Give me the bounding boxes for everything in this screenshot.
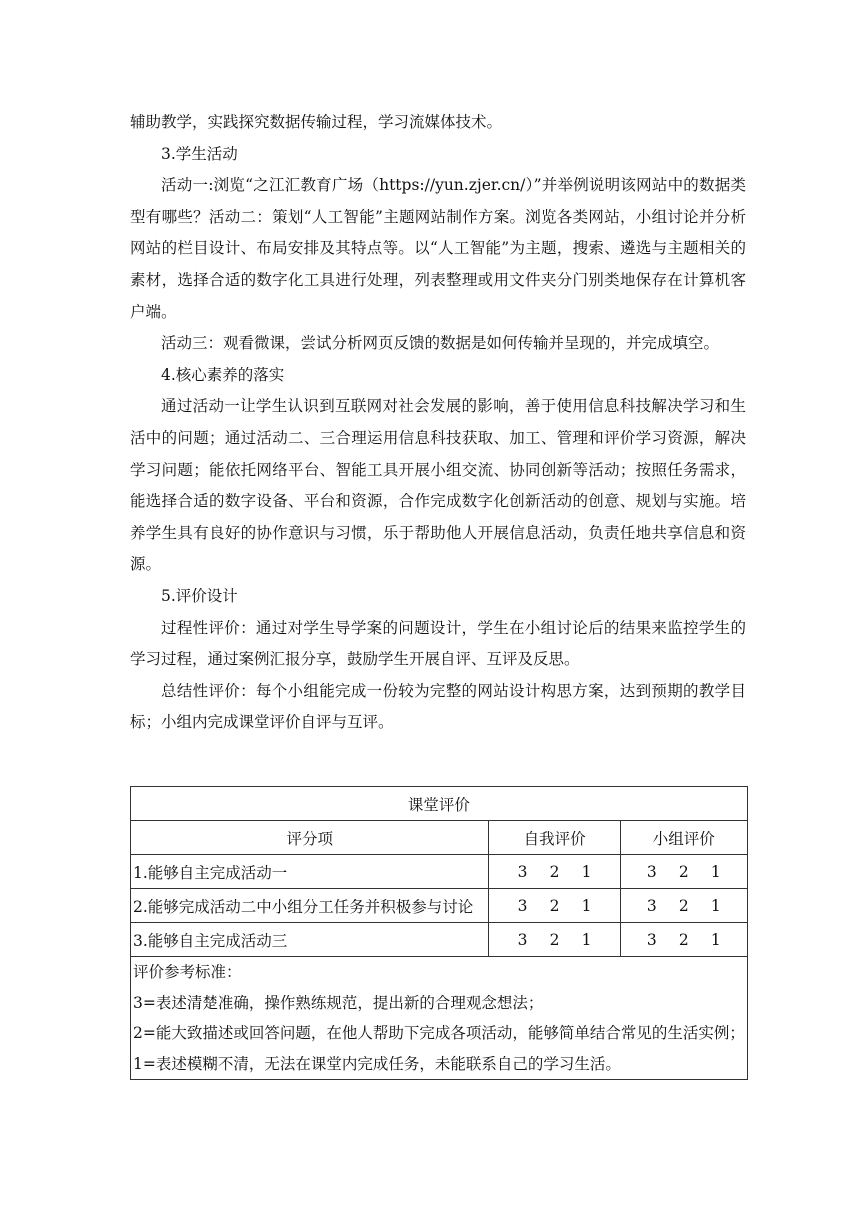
paragraph: 活动三：观看微课，尝试分析网页反馈的数据是如何传输并呈现的，并完成填空。 xyxy=(161,334,720,353)
score: 1 xyxy=(581,896,592,915)
score: 3 xyxy=(646,862,657,881)
score: 2 xyxy=(549,896,560,915)
score: 1 xyxy=(581,862,592,881)
score: 1 xyxy=(710,896,721,915)
paragraph: 通过活动一让学生认识到互联网对社会发展的影响，善于使用信息科技解决学习和生活中的问题；通过活动二、三合理运用信息科技获取、加工、管理和评价学习资源，解决学习问题；能依托网络平台、智能工具开展小组交流、协同创新等活动；按照任务需求，能选择合适的数字设备、平台和资源，合作完成数字化创新活动的创意、规划与实施。培养学生具有良好的协作意识与习惯，乐于帮助他人开展信息活动，负责任地共享信息和资源。 xyxy=(130,397,746,574)
paragraph: 过程性评价：通过对学生导学案的问题设计，学生在小组讨论后的结果来监控学生的学习过程，通过案例汇报分享，鼓励学生开展自评、互评及反思。 xyxy=(130,618,746,669)
score: 3 xyxy=(517,862,528,881)
group-scores xyxy=(620,923,747,957)
header-item: 评分项 xyxy=(131,821,489,855)
evaluation-table xyxy=(130,786,748,1080)
criteria-line: 1=表述模糊不清，无法在课堂内完成任务，未能联系自己的学习生活。 xyxy=(133,1054,621,1073)
table-row xyxy=(131,889,748,923)
score: 3 xyxy=(517,930,528,949)
criteria-heading: 评价参考标准： xyxy=(133,963,242,981)
table-title: 课堂评价 xyxy=(131,787,748,821)
paragraph: 活动一:浏览“之江汇教育广场（https://yun.zjer.cn/）”并举例说明该网站中的数据类型有哪些？活动二：策划“人工智能”主题网站制作方案。浏览各类网站，小组讨论并分析网站的栏目设计、布局安排及其特点等。以“人工智能”为主题，搜索、遴选与主题相关的素材，选择合适的数字化工具进行处理，列表整理或用文件夹分门别类地保存在计算机客户端。 xyxy=(130,176,746,321)
score: 2 xyxy=(549,930,560,949)
table-row xyxy=(131,923,748,957)
group-scores xyxy=(620,889,747,923)
score: 3 xyxy=(517,896,528,915)
score: 1 xyxy=(581,930,592,949)
score: 3 xyxy=(646,930,657,949)
table-row xyxy=(131,855,748,889)
score: 2 xyxy=(678,862,689,881)
header-group: 小组评价 xyxy=(620,821,747,855)
score: 3 xyxy=(646,896,657,915)
score: 2 xyxy=(678,930,689,949)
self-scores xyxy=(489,855,620,889)
score: 1 xyxy=(710,862,721,881)
section-heading: 3.学生活动 xyxy=(161,144,238,163)
evaluation-criteria xyxy=(131,957,748,1080)
table-header-row xyxy=(131,821,748,855)
group-scores xyxy=(620,855,747,889)
table-title-row xyxy=(131,787,748,821)
self-scores xyxy=(489,889,620,923)
section-heading: 4.核心素养的落实 xyxy=(161,365,285,384)
score: 1 xyxy=(710,930,721,949)
row-item: 1.能够自主完成活动一 xyxy=(131,855,489,889)
header-self: 自我评价 xyxy=(489,821,620,855)
self-scores xyxy=(489,923,620,957)
score: 2 xyxy=(678,896,689,915)
score: 2 xyxy=(549,862,560,881)
body-text xyxy=(130,107,746,739)
criteria-line: 3=表述清楚准确，操作熟练规范，提出新的合理观念想法； xyxy=(133,993,544,1012)
row-item: 3.能够自主完成活动三 xyxy=(131,923,489,957)
notes-row xyxy=(131,957,748,1080)
section-heading: 5.评价设计 xyxy=(161,586,238,605)
criteria-line: 2=能大致描述或回答问题，在他人帮助下完成各项活动，能够简单结合常见的生活实例； xyxy=(133,1024,745,1042)
paragraph: 辅助教学，实践探究数据传输过程，学习流媒体技术。 xyxy=(130,113,503,131)
paragraph: 总结性评价：每个小组能完成一份较为完整的网站设计构思方案，达到预期的教学目标；小组内完成课堂评价自评与互评。 xyxy=(130,681,746,732)
row-item: 2.能够完成活动二中小组分工任务并积极参与讨论 xyxy=(131,889,489,923)
